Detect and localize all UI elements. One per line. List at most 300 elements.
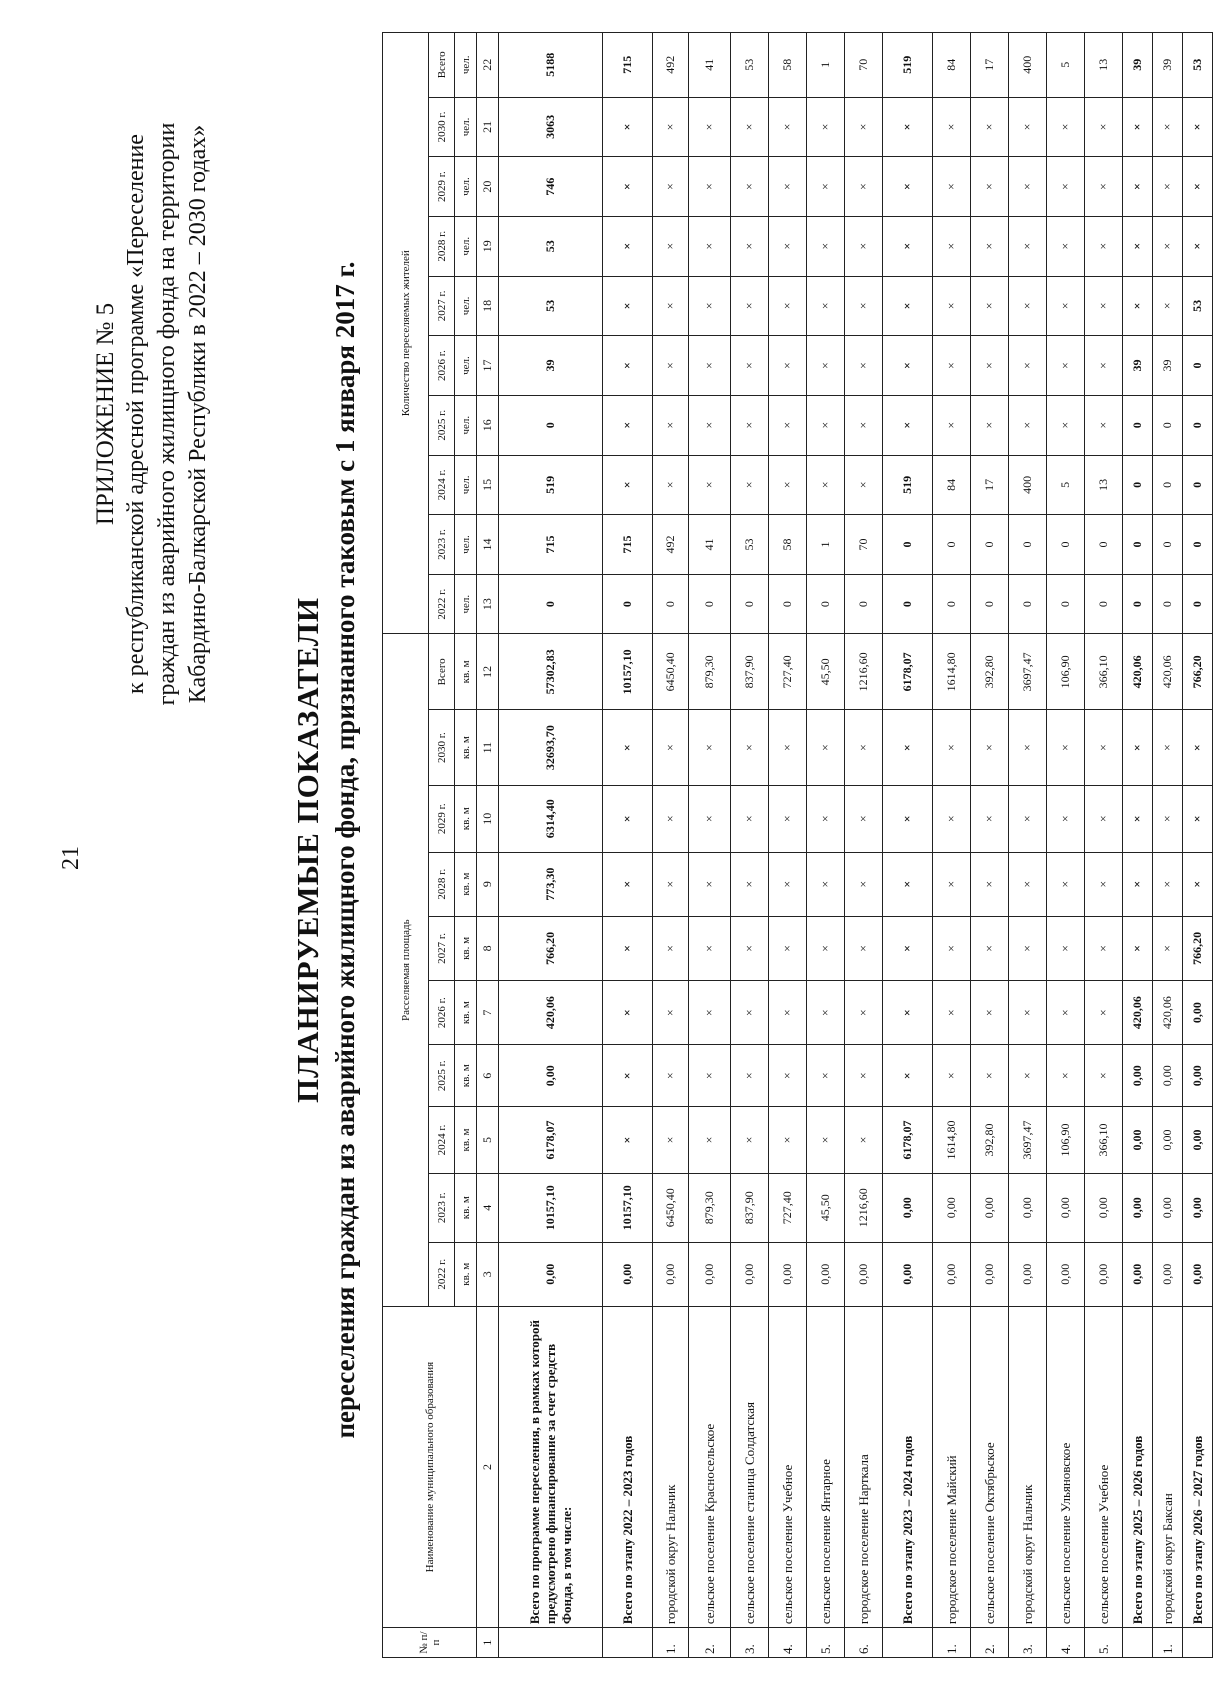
people-cell: 0: [971, 574, 1009, 634]
people-cell: 84: [933, 33, 971, 98]
area-cell: 0,00: [1009, 1173, 1047, 1242]
area-cell: 0,00: [1123, 1107, 1153, 1174]
area-cell: ×: [1123, 786, 1153, 853]
area-cell: ×: [653, 916, 689, 980]
area-cell: ×: [1047, 1045, 1085, 1107]
area-cell: 766,20: [499, 916, 603, 980]
area-cell: ×: [883, 916, 933, 980]
annex-line: к республиканской адресной программе «Переселение: [123, 134, 149, 694]
people-cell: ×: [1183, 97, 1213, 157]
year-header: 2027 г.: [429, 276, 455, 336]
area-cell: ×: [845, 1045, 883, 1107]
people-cell: ×: [603, 157, 653, 217]
people-cell: ×: [807, 97, 845, 157]
area-cell: ×: [689, 981, 731, 1045]
group-people-header: Количество переселяемых жителей: [383, 33, 429, 635]
unit-header: чел.: [455, 515, 477, 575]
area-cell: ×: [971, 786, 1009, 853]
people-cell: ×: [971, 276, 1009, 336]
year-header: 2024 г.: [429, 455, 455, 515]
row-name: городской округ Нальчик: [653, 1306, 689, 1627]
people-cell: ×: [933, 97, 971, 157]
unit-header: кв. м: [455, 852, 477, 916]
area-cell: 837,90: [731, 634, 769, 710]
people-cell: ×: [971, 157, 1009, 217]
row-name: Всего по этапу 2023 – 2024 годов: [883, 1306, 933, 1627]
area-cell: ×: [971, 852, 1009, 916]
unit-header: чел.: [455, 276, 477, 336]
area-cell: ×: [1153, 916, 1183, 980]
area-cell: ×: [845, 710, 883, 786]
people-cell: 53: [499, 276, 603, 336]
area-cell: ×: [689, 852, 731, 916]
people-cell: 519: [883, 33, 933, 98]
total-row: [603, 33, 653, 1658]
area-cell: ×: [1009, 916, 1047, 980]
document-title: ПЛАНИРУЕМЫЕ ПОКАЗАТЕЛИ: [290, 596, 325, 1104]
people-cell: 0: [1183, 395, 1213, 455]
people-cell: 0: [689, 574, 731, 634]
table-row: [1047, 33, 1085, 1658]
people-cell: 0: [653, 574, 689, 634]
people-cell: ×: [1085, 336, 1123, 396]
row-name: сельское поселение Учебное: [769, 1306, 807, 1627]
people-cell: 0: [769, 574, 807, 634]
column-number: 2: [477, 1306, 499, 1627]
row-name: городской округ Баксан: [1153, 1306, 1183, 1627]
people-cell: 0: [807, 574, 845, 634]
area-cell: ×: [1085, 786, 1123, 853]
area-cell: 0,00: [845, 1242, 883, 1306]
people-cell: ×: [1009, 395, 1047, 455]
year-header: 2030 г.: [429, 710, 455, 786]
people-cell: ×: [653, 455, 689, 515]
row-number: 5.: [807, 1628, 845, 1658]
area-cell: ×: [883, 710, 933, 786]
people-cell: ×: [1085, 216, 1123, 276]
unit-header: чел.: [455, 574, 477, 634]
people-cell: ×: [807, 216, 845, 276]
people-cell: 41: [689, 33, 731, 98]
area-cell: 6178,07: [883, 634, 933, 710]
row-number: [1183, 1628, 1213, 1658]
row-number: 6.: [845, 1628, 883, 1658]
row-name: сельское поселение Учебное: [1085, 1306, 1123, 1627]
people-cell: ×: [1009, 336, 1047, 396]
people-cell: 5188: [499, 33, 603, 98]
area-cell: ×: [653, 710, 689, 786]
area-cell: 57302,83: [499, 634, 603, 710]
row-number: 4.: [769, 1628, 807, 1658]
people-cell: 13: [1085, 455, 1123, 515]
area-cell: ×: [1183, 710, 1213, 786]
area-cell: ×: [603, 1045, 653, 1107]
area-cell: ×: [769, 1107, 807, 1174]
area-cell: 32693,70: [499, 710, 603, 786]
area-cell: ×: [807, 981, 845, 1045]
people-cell: ×: [603, 395, 653, 455]
people-cell: 0: [1153, 515, 1183, 575]
column-number: 10: [477, 786, 499, 853]
people-cell: ×: [883, 97, 933, 157]
year-header: 2026 г.: [429, 981, 455, 1045]
area-cell: 727,40: [769, 634, 807, 710]
area-cell: 45,50: [807, 1173, 845, 1242]
people-cell: ×: [769, 216, 807, 276]
area-cell: ×: [731, 852, 769, 916]
area-cell: 0,00: [1153, 1045, 1183, 1107]
area-cell: 10157,10: [603, 634, 653, 710]
people-cell: 84: [933, 455, 971, 515]
people-cell: ×: [769, 395, 807, 455]
area-cell: 0,00: [689, 1242, 731, 1306]
area-cell: 106,90: [1047, 1107, 1085, 1174]
unit-header: чел.: [455, 336, 477, 396]
area-cell: 1614,80: [933, 1107, 971, 1174]
people-cell: 0: [883, 574, 933, 634]
area-cell: 10157,10: [603, 1173, 653, 1242]
annex-line: граждан из аварийного жилищного фонда на территории: [154, 122, 180, 706]
area-cell: ×: [1123, 916, 1153, 980]
people-cell: ×: [971, 216, 1009, 276]
area-cell: ×: [1047, 710, 1085, 786]
people-cell: ×: [731, 455, 769, 515]
area-cell: 0,00: [1183, 1107, 1213, 1174]
people-cell: 41: [689, 515, 731, 575]
row-number: 1.: [933, 1628, 971, 1658]
area-cell: ×: [1009, 710, 1047, 786]
people-cell: ×: [883, 336, 933, 396]
column-number: 5: [477, 1107, 499, 1174]
area-cell: ×: [731, 710, 769, 786]
people-cell: 0: [499, 574, 603, 634]
area-cell: ×: [731, 1107, 769, 1174]
people-cell: ×: [1047, 336, 1085, 396]
area-cell: ×: [769, 786, 807, 853]
people-cell: ×: [1085, 276, 1123, 336]
area-cell: 879,30: [689, 634, 731, 710]
people-cell: ×: [1123, 216, 1153, 276]
people-cell: ×: [883, 216, 933, 276]
area-cell: ×: [933, 786, 971, 853]
column-number: 6: [477, 1045, 499, 1107]
people-cell: 519: [499, 455, 603, 515]
area-cell: 879,30: [689, 1173, 731, 1242]
area-cell: 0,00: [1085, 1242, 1123, 1306]
area-cell: 3697,47: [1009, 634, 1047, 710]
area-cell: 420,06: [1153, 634, 1183, 710]
people-cell: 0: [1047, 574, 1085, 634]
row-number: 5.: [1085, 1628, 1123, 1658]
area-cell: 366,10: [1085, 1107, 1123, 1174]
area-cell: ×: [1153, 852, 1183, 916]
people-cell: 0: [971, 515, 1009, 575]
people-cell: ×: [1085, 97, 1123, 157]
area-cell: 0,00: [971, 1173, 1009, 1242]
people-cell: ×: [933, 336, 971, 396]
row-name: Всего по этапу 2026 – 2027 годов: [1183, 1306, 1213, 1627]
people-cell: 58: [769, 33, 807, 98]
area-cell: ×: [689, 786, 731, 853]
area-cell: ×: [883, 981, 933, 1045]
people-cell: 39: [1123, 336, 1153, 396]
people-cell: ×: [769, 157, 807, 217]
area-cell: 0,00: [499, 1242, 603, 1306]
area-cell: ×: [933, 710, 971, 786]
unit-header: кв. м: [455, 710, 477, 786]
people-cell: 0: [1183, 455, 1213, 515]
column-number: 15: [477, 455, 499, 515]
column-number: 20: [477, 157, 499, 217]
people-cell: ×: [1047, 157, 1085, 217]
year-header: 2030 г.: [429, 97, 455, 157]
people-cell: 746: [499, 157, 603, 217]
col-name-header: Наименование муниципального образования: [383, 1306, 477, 1627]
area-cell: ×: [883, 1045, 933, 1107]
unit-header: кв. м: [455, 1242, 477, 1306]
column-number: 8: [477, 916, 499, 980]
area-cell: ×: [769, 981, 807, 1045]
row-name: городское поселение Майский: [933, 1306, 971, 1627]
area-cell: ×: [1085, 916, 1123, 980]
area-cell: 0,00: [1153, 1173, 1183, 1242]
people-cell: ×: [603, 336, 653, 396]
area-cell: ×: [807, 1045, 845, 1107]
area-cell: ×: [1009, 852, 1047, 916]
area-cell: ×: [689, 916, 731, 980]
area-cell: 392,80: [971, 634, 1009, 710]
area-cell: ×: [933, 1045, 971, 1107]
year-header: 2023 г.: [429, 515, 455, 575]
area-cell: 773,30: [499, 852, 603, 916]
area-cell: ×: [845, 852, 883, 916]
people-cell: ×: [1047, 395, 1085, 455]
people-cell: ×: [883, 395, 933, 455]
area-cell: 6450,40: [653, 1173, 689, 1242]
people-cell: ×: [731, 336, 769, 396]
table-row: [1085, 33, 1123, 1658]
people-cell: ×: [807, 395, 845, 455]
people-cell: 715: [499, 515, 603, 575]
row-number: 1.: [653, 1628, 689, 1658]
people-cell: 0: [1153, 574, 1183, 634]
people-cell: 0: [1085, 574, 1123, 634]
people-cell: 70: [845, 33, 883, 98]
area-cell: 0,00: [1085, 1173, 1123, 1242]
area-cell: ×: [603, 916, 653, 980]
area-cell: ×: [933, 981, 971, 1045]
people-cell: 0: [1183, 336, 1213, 396]
area-cell: ×: [1085, 710, 1123, 786]
people-cell: ×: [883, 276, 933, 336]
area-cell: ×: [1047, 786, 1085, 853]
area-cell: ×: [603, 852, 653, 916]
people-cell: 0: [1123, 515, 1153, 575]
unit-header: кв. м: [455, 1107, 477, 1174]
area-cell: 766,20: [1183, 916, 1213, 980]
area-cell: ×: [689, 710, 731, 786]
row-number: 3.: [1009, 1628, 1047, 1658]
area-cell: 0,00: [1183, 1242, 1213, 1306]
area-cell: ×: [1085, 1045, 1123, 1107]
people-cell: 0: [845, 574, 883, 634]
people-cell: 53: [1183, 33, 1213, 98]
people-cell: ×: [883, 157, 933, 217]
area-cell: 6314,40: [499, 786, 603, 853]
area-cell: 0,00: [1047, 1173, 1085, 1242]
people-cell: ×: [1123, 97, 1153, 157]
area-cell: 0,00: [499, 1045, 603, 1107]
area-cell: 420,06: [499, 981, 603, 1045]
people-cell: ×: [1047, 97, 1085, 157]
people-cell: ×: [933, 216, 971, 276]
year-header: Всего: [429, 33, 455, 98]
people-cell: ×: [1047, 216, 1085, 276]
people-cell: 58: [769, 515, 807, 575]
people-cell: 0: [603, 574, 653, 634]
area-cell: 0,00: [883, 1242, 933, 1306]
people-cell: ×: [845, 216, 883, 276]
area-cell: ×: [731, 786, 769, 853]
area-cell: 0,00: [807, 1242, 845, 1306]
people-cell: ×: [689, 395, 731, 455]
year-header: 2022 г.: [429, 1242, 455, 1306]
area-cell: ×: [1009, 981, 1047, 1045]
area-cell: 0,00: [1153, 1242, 1183, 1306]
column-number: 19: [477, 216, 499, 276]
area-cell: ×: [653, 1045, 689, 1107]
area-cell: 766,20: [1183, 634, 1213, 710]
area-cell: 0,00: [1009, 1242, 1047, 1306]
people-cell: 53: [731, 515, 769, 575]
total-row: [1123, 33, 1153, 1658]
page-number: 21: [58, 846, 84, 870]
unit-header: кв. м: [455, 916, 477, 980]
people-cell: 39: [1153, 336, 1183, 396]
column-number: 13: [477, 574, 499, 634]
table-row: [971, 33, 1009, 1658]
people-cell: 0: [933, 574, 971, 634]
people-cell: ×: [807, 455, 845, 515]
area-cell: ×: [603, 710, 653, 786]
people-cell: ×: [731, 157, 769, 217]
people-cell: ×: [603, 97, 653, 157]
people-cell: ×: [1153, 157, 1183, 217]
row-name: сельское поселение Октябрьское: [971, 1306, 1009, 1627]
year-header: Всего: [429, 634, 455, 710]
year-header: 2024 г.: [429, 1107, 455, 1174]
area-cell: ×: [807, 786, 845, 853]
people-cell: ×: [807, 336, 845, 396]
area-cell: 366,10: [1085, 634, 1123, 710]
year-header: 2023 г.: [429, 1173, 455, 1242]
column-number: 18: [477, 276, 499, 336]
people-cell: ×: [653, 216, 689, 276]
row-number: [883, 1628, 933, 1658]
row-name: сельское поселение Ульяновское: [1047, 1306, 1085, 1627]
people-cell: ×: [689, 216, 731, 276]
row-number: 2.: [689, 1628, 731, 1658]
area-cell: ×: [653, 786, 689, 853]
people-cell: ×: [845, 395, 883, 455]
area-cell: ×: [769, 852, 807, 916]
annex-heading: ПРИЛОЖЕНИЕ № 5: [92, 302, 119, 526]
people-cell: 1: [807, 33, 845, 98]
column-number-row: [477, 33, 499, 1658]
area-cell: ×: [1183, 786, 1213, 853]
area-cell: 0,00: [1183, 981, 1213, 1045]
people-cell: 715: [603, 515, 653, 575]
area-cell: 837,90: [731, 1173, 769, 1242]
people-cell: ×: [1153, 276, 1183, 336]
column-number: 7: [477, 981, 499, 1045]
area-cell: 0,00: [603, 1242, 653, 1306]
indicators-table: [382, 32, 1213, 1658]
area-cell: ×: [731, 916, 769, 980]
table-row: [689, 33, 731, 1658]
people-cell: 53: [499, 216, 603, 276]
area-cell: ×: [845, 981, 883, 1045]
year-header: 2028 г.: [429, 852, 455, 916]
annex-line: Кабардино-Балкарской Республики в 2022 – 2030 годах»: [185, 124, 211, 704]
area-cell: ×: [1085, 852, 1123, 916]
area-cell: 6178,07: [499, 1107, 603, 1174]
area-cell: ×: [689, 1107, 731, 1174]
area-cell: 1216,60: [845, 1173, 883, 1242]
area-cell: ×: [1047, 981, 1085, 1045]
people-cell: ×: [653, 97, 689, 157]
unit-header: кв. м: [455, 786, 477, 853]
people-cell: ×: [1009, 216, 1047, 276]
area-cell: 0,00: [769, 1242, 807, 1306]
area-cell: ×: [1047, 852, 1085, 916]
unit-header: кв. м: [455, 1045, 477, 1107]
area-cell: ×: [769, 916, 807, 980]
area-cell: 0,00: [1123, 1173, 1153, 1242]
people-cell: ×: [603, 276, 653, 336]
people-cell: 400: [1009, 455, 1047, 515]
people-cell: ×: [1009, 157, 1047, 217]
people-cell: ×: [769, 455, 807, 515]
area-cell: ×: [1153, 786, 1183, 853]
row-name: сельское поселение Красносельское: [689, 1306, 731, 1627]
year-header: 2026 г.: [429, 336, 455, 396]
year-header: 2027 г.: [429, 916, 455, 980]
area-cell: 0,00: [1123, 1045, 1153, 1107]
area-cell: 0,00: [933, 1242, 971, 1306]
area-cell: ×: [1123, 852, 1153, 916]
people-cell: 0: [1085, 515, 1123, 575]
area-cell: ×: [883, 786, 933, 853]
people-cell: ×: [769, 97, 807, 157]
people-cell: ×: [731, 395, 769, 455]
area-cell: 420,06: [1123, 981, 1153, 1045]
area-cell: ×: [971, 1045, 1009, 1107]
people-cell: 39: [1153, 33, 1183, 98]
year-header: 2025 г.: [429, 1045, 455, 1107]
people-cell: 0: [1153, 395, 1183, 455]
area-cell: 1614,80: [933, 634, 971, 710]
area-cell: 0,00: [1153, 1107, 1183, 1174]
area-cell: 0,00: [1123, 1242, 1153, 1306]
table-row: [1009, 33, 1047, 1658]
people-cell: ×: [689, 455, 731, 515]
people-cell: 0: [1153, 455, 1183, 515]
unit-header: чел.: [455, 395, 477, 455]
unit-header: чел.: [455, 97, 477, 157]
unit-header: кв. м: [455, 981, 477, 1045]
area-cell: 0,00: [653, 1242, 689, 1306]
